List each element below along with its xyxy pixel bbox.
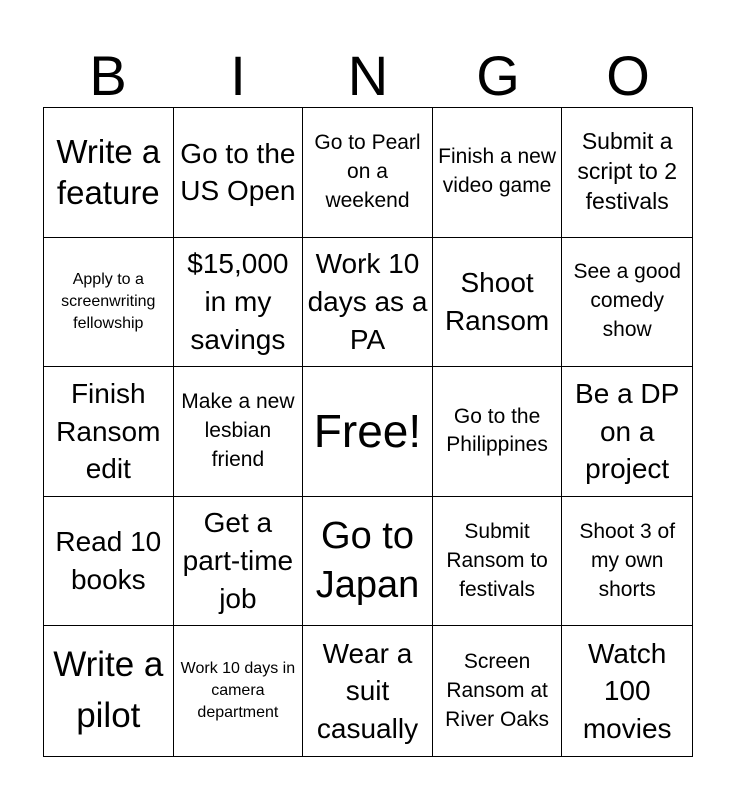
bingo-cell-text: $15,000 in my savings [187,248,289,355]
bingo-cell-o3[interactable] [562,367,692,497]
bingo-cell-text: Go to Japan [315,514,420,607]
bingo-cell-i2[interactable] [174,238,304,368]
bingo-cell-b4[interactable] [44,497,174,627]
bingo-cell-text: Make a new lesbian friend [181,390,295,471]
bingo-cell-text: Free! [313,404,422,457]
header-letter-g: G [476,44,520,107]
bingo-cell-b5[interactable] [44,626,174,756]
bingo-cell-o4[interactable] [562,497,692,627]
bingo-cell-o2[interactable] [562,238,692,368]
bingo-cell-g5[interactable] [433,626,563,756]
bingo-cell-b1[interactable] [44,108,174,238]
bingo-cell-text: Be a DP on a project [575,377,680,485]
bingo-cell-i1[interactable] [174,108,304,238]
bingo-cell-text: Watch 100 movies [582,637,672,745]
bingo-header [43,45,693,107]
bingo-cell-text: Screen Ransom at River Oaks [445,649,550,731]
bingo-cell-g4[interactable] [433,497,563,627]
bingo-cell-text: Write a pilot [53,645,164,736]
bingo-cell-n4[interactable] [303,497,433,627]
bingo-cell-free[interactable] [303,367,433,497]
bingo-cell-g2[interactable] [433,238,563,368]
bingo-cell-text: Read 10 books [55,526,162,596]
bingo-cell-text: Finish a new video game [438,145,557,198]
header-letter-n: N [347,44,389,107]
bingo-cell-text: Get a part-time job [182,507,294,614]
bingo-cell-o1[interactable] [562,108,692,238]
bingo-cell-i3[interactable] [174,367,304,497]
bingo-cell-g1[interactable] [433,108,563,238]
bingo-cell-text: See a good comedy show [573,260,681,342]
header-letter-o: O [606,44,650,107]
header-letter-i: I [230,44,246,107]
bingo-cell-text: Work 10 days as a PA [307,248,428,355]
bingo-cell-n5[interactable] [303,626,433,756]
bingo-cell-text: Wear a suit casually [316,637,419,745]
bingo-cell-o5[interactable] [562,626,692,756]
bingo-cell-g3[interactable] [433,367,563,497]
bingo-cell-text: Go to the Philippines [446,404,548,457]
bingo-board [43,107,693,757]
bingo-cell-n1[interactable] [303,108,433,238]
bingo-cell-i4[interactable] [174,497,304,627]
bingo-cell-text: Apply to a screenwriting fellowship [61,270,156,332]
bingo-cell-text: Finish Ransom edit [56,377,161,485]
bingo-cell-b2[interactable] [44,238,174,368]
bingo-cell-i5[interactable] [174,626,304,756]
bingo-cell-text: Go to the US Open [180,137,296,207]
bingo-cell-b3[interactable] [44,367,174,497]
bingo-cell-text: Work 10 days in camera department [180,660,296,722]
bingo-cell-text: Submit Ransom to festivals [446,519,548,601]
bingo-cell-text: Shoot 3 of my own shorts [579,519,676,601]
bingo-cell-text: Go to Pearl on a weekend [314,130,421,212]
bingo-cell-text: Write a feature [56,132,161,212]
header-letter-b: B [89,44,127,107]
bingo-cell-text: Submit a script to 2 festivals [577,128,678,215]
bingo-cell-text: Shoot Ransom [444,267,550,336]
bingo-cell-n2[interactable] [303,238,433,368]
